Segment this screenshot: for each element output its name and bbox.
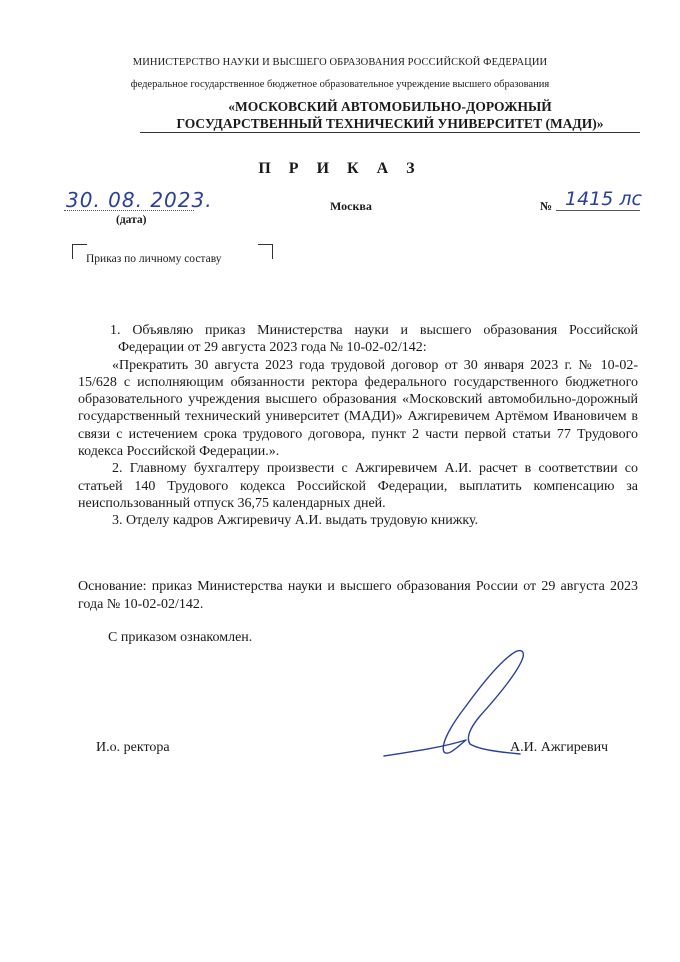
header-underline [140, 132, 640, 133]
paragraph-2: 2. Главному бухгалтеру произвести с Ажгиревичем А.И. расчет в соответствии со статьей 140 Трудового кодекса Российской Федерации, выплатить компенсацию за неиспользованный отпуск 36,75 календарных дней. [78, 461, 638, 511]
handwritten-number: 1415 лс [565, 188, 642, 210]
signatory-name: А.И. Ажгиревич [510, 740, 609, 755]
order-subject: Приказ по личному составу [86, 253, 222, 265]
acknowledgement: С приказом ознакомлен. [108, 630, 253, 645]
number-sign: № [540, 199, 553, 213]
university-name-line1: «МОСКОВСКИЙ АВТОМОБИЛЬНО-ДОРОЖНЫЙ [228, 99, 552, 114]
paragraph-1: 1. Объявляю приказ Министерства науки и высшего образования Российской Федерации от 29 августа 2023 года № 10-02-02/142: [110, 323, 638, 356]
university-name-line2: ГОСУДАРСТВЕННЫЙ ТЕХНИЧЕСКИЙ УНИВЕРСИТЕТ (МАДИ)» [176, 116, 604, 131]
ministry-name: МИНИСТЕРСТВО НАУКИ И ВЫСШЕГО ОБРАЗОВАНИЯ РОССИЙСКОЙ ФЕДЕРАЦИИ [132, 57, 548, 68]
date-underline [64, 210, 194, 211]
city: Москва [330, 199, 372, 213]
handwritten-date: 30. 08. 2023. [66, 188, 213, 212]
university-name [140, 98, 640, 132]
signatory-position: И.о. ректора [96, 740, 170, 755]
paragraph-3: 3. Отделу кадров Ажгиревичу А.И. выдать трудовую книжку. [112, 513, 479, 529]
paragraph-1-quote: «Прекратить 30 августа 2023 года трудовой договор от 30 января 2023 г. № 10-02-15/628 с исполняющим обязанности ректора федерального государственного бюджетного образовательного учреждения высшего образования «Московский автомобильно-дорожный государственный технический университет (МАДИ)» Ажгиревичем Артёмом Ивановичем в связи с истечением срока трудового договора, пункт 2 части первой статьи 77 Трудового кодекса Российской Федерации.». [78, 357, 638, 460]
document-title: П Р И К А З [258, 160, 422, 177]
number-underline [556, 210, 640, 211]
subject-corner-left [72, 244, 87, 259]
institution-type: федеральное государственное бюджетное образовательное учреждение высшего образования [130, 79, 550, 90]
date-label: (дата) [116, 214, 147, 226]
order-body [78, 322, 638, 530]
subject-corner-right [258, 244, 273, 259]
order-basis: Основание: приказ Министерства науки и высшего образования России от 29 августа 2023 года № 10-02-02/142. [78, 579, 638, 612]
